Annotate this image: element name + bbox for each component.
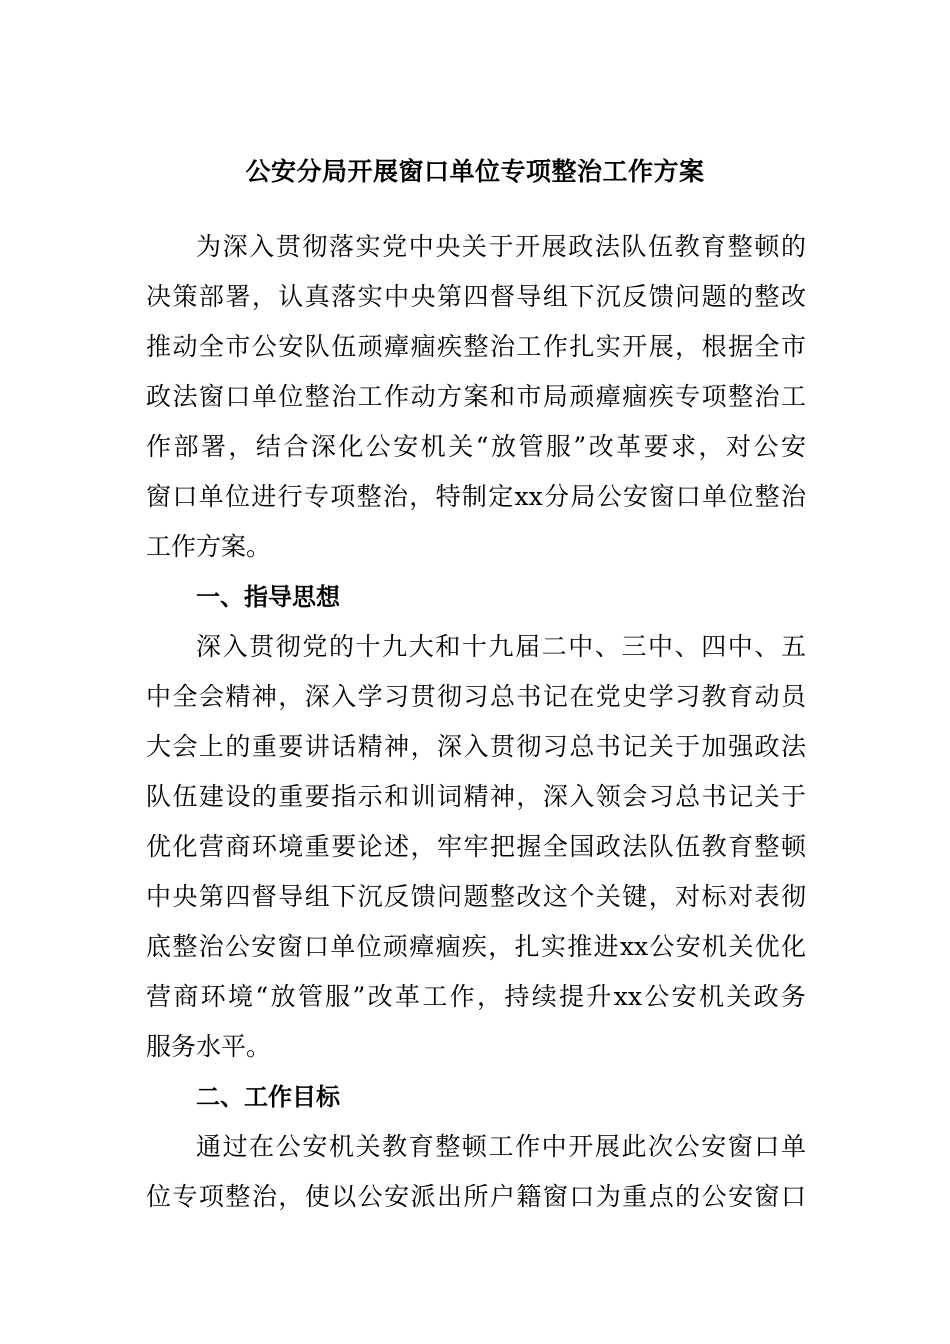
section1-line: 深入贯彻党的十九大和十九届二中、三中、四中、五 [196, 632, 806, 661]
section-heading-work-goals: 二、工作目标 [196, 1083, 340, 1111]
section2-line: 位专项整治，使以公安派出所户籍窗口为重点的公安窗口 [146, 1182, 806, 1211]
section1-line: 队伍建设的重要指示和训词精神，深入领会习总书记关于 [146, 782, 806, 811]
intro-line: 窗口单位进行专项整治，特制定xx分局公安窗口单位整治 [146, 482, 806, 511]
intro-line: 为深入贯彻落实党中央关于开展政法队伍教育整顿的 [196, 232, 806, 261]
section1-line: 中央第四督导组下沉反馈问题整改这个关键，对标对表彻 [146, 882, 806, 911]
section1-line: 底整治公安窗口单位顽瘴痼疾，扎实推进xx公安机关优化 [146, 932, 806, 961]
intro-line: 推动全市公安队伍顽瘴痼疾整治工作扎实开展，根据全市 [146, 332, 806, 361]
intro-line: 决策部署，认真落实中央第四督导组下沉反馈问题的整改 [146, 282, 806, 311]
section1-line: 大会上的重要讲话精神，深入贯彻习总书记关于加强政法 [146, 732, 806, 761]
section1-line: 优化营商环境重要论述，牢牢把握全国政法队伍教育整顿 [146, 832, 806, 861]
intro-line: 作部署，结合深化公安机关“放管服”改革要求，对公安 [146, 432, 806, 461]
section1-line: 中全会精神，深入学习贯彻习总书记在党史学习教育动员 [146, 682, 806, 711]
section-heading-guiding-ideology: 一、指导思想 [196, 583, 340, 611]
section2-line: 通过在公安机关教育整顿工作中开展此次公安窗口单 [196, 1132, 806, 1161]
section1-line: 服务水平。 [146, 1032, 272, 1061]
section1-line: 营商环境“放管服”改革工作，持续提升xx公安机关政务 [146, 982, 806, 1011]
intro-line: 政法窗口单位整治工作动方案和市局顽瘴痼疾专项整治工 [146, 382, 806, 411]
intro-line: 工作方案。 [146, 532, 272, 561]
document-title: 公安分局开展窗口单位专项整治工作方案 [245, 157, 705, 186]
